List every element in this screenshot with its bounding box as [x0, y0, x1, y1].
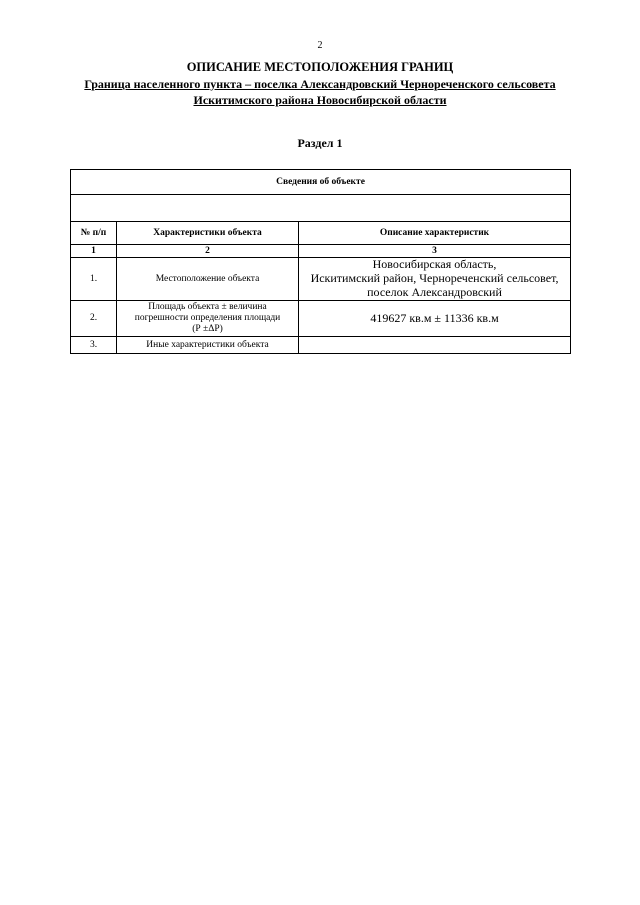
description-line: Искитимский район, Чернореченский сельсовет,: [310, 271, 559, 286]
row-description: [299, 337, 571, 354]
document-subtitle-line-2: Искитимского района Новосибирской области: [193, 93, 447, 107]
row-characteristic: Иные характеристики объекта: [117, 337, 299, 354]
page-number: 2: [317, 40, 323, 51]
row-number: 3.: [71, 337, 117, 354]
row-description: 419627 кв.м ± 11336 кв.м: [299, 301, 571, 337]
characteristic-line: Площадь объекта ± величина: [148, 302, 267, 313]
row-characteristic: [117, 301, 299, 337]
header-characteristics: Характеристики объекта: [117, 222, 299, 245]
table-empty-cell: [71, 195, 571, 222]
table-empty-row: [71, 195, 571, 222]
column-number: 1: [71, 245, 117, 258]
description-line: поселок Александровский: [367, 284, 502, 299]
object-info-table: [70, 169, 571, 354]
document-title: ОПИСАНИЕ МЕСТОПОЛОЖЕНИЯ ГРАНИЦ: [186, 60, 454, 74]
table-row: [71, 301, 571, 337]
column-number: 3: [299, 245, 571, 258]
row-description: [299, 258, 571, 301]
characteristic-line: (Р ±ΔР): [192, 323, 223, 334]
table-header-row: [71, 222, 571, 245]
column-number: 2: [117, 245, 299, 258]
table-caption: Сведения об объекте: [71, 170, 571, 195]
document-subtitle-line-1: Граница населенного пункта – поселка Александровский Чернореченского сельсовета: [84, 77, 556, 91]
header-description: Описание характеристик: [299, 222, 571, 245]
section-title: Раздел 1: [297, 136, 343, 150]
row-number: 2.: [71, 301, 117, 337]
description-line: Новосибирская область,: [372, 257, 497, 272]
table-row: [71, 337, 571, 354]
table-caption-row: [71, 170, 571, 195]
header-number: № п/п: [71, 222, 117, 245]
table-row: [71, 258, 571, 301]
characteristic-line: погрешности определения площади: [134, 313, 281, 324]
row-number: 1.: [71, 258, 117, 301]
table-column-numbers-row: [71, 245, 571, 258]
row-characteristic: Местоположение объекта: [117, 258, 299, 301]
